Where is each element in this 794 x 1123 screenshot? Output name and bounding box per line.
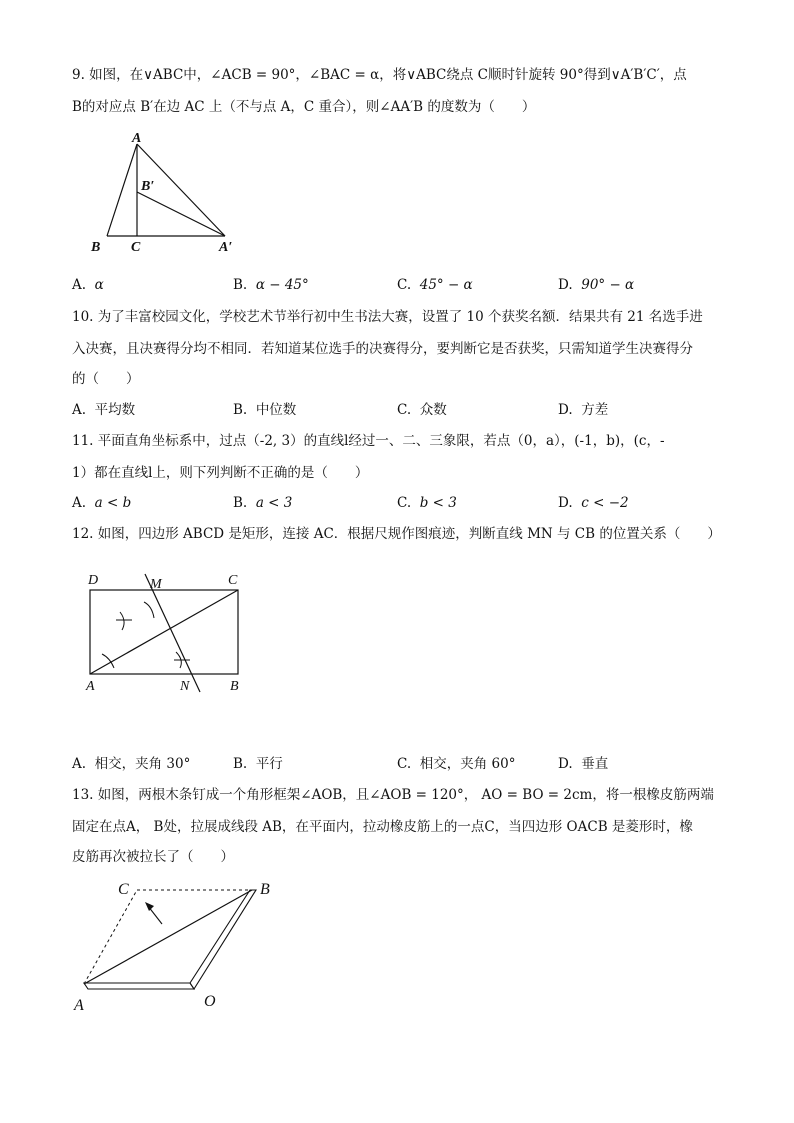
q13-label-O: O	[204, 993, 216, 1010]
q12-label-D: D	[88, 573, 99, 588]
q9-stem-line2: B的对应点 B′在边 AC 上（不与点 A，C 重合），则∠AA′B 的度数为（ ）	[72, 99, 536, 115]
q9-segment-AB	[107, 144, 137, 236]
q11-option-a[interactable]: A. a < b	[72, 495, 132, 511]
q12-option-a[interactable]: A. 相交，夹角 30°	[72, 756, 191, 772]
q9-figure	[85, 130, 245, 255]
q12-option-c[interactable]: C. 相交，夹角 60°	[397, 756, 516, 772]
q13-stem-line2: 固定在点A， B处，拉展成线段 AB，在平面内，拉动橡皮筋上的一点C，当四边形 OACB 是菱形时，橡	[72, 819, 693, 835]
q13-strip-OB	[190, 890, 256, 989]
q12-arc-mark-2	[144, 602, 154, 618]
q10-option-c[interactable]: C. 众数	[397, 402, 447, 418]
q10-option-a[interactable]: A. 平均数	[72, 402, 136, 418]
q9-label-C: C	[131, 240, 141, 255]
q10-option-d[interactable]: D. 方差	[558, 402, 609, 418]
q9-option-d[interactable]: D. 90° − α	[558, 277, 635, 293]
q12-label-B: B	[230, 679, 239, 694]
q9-option-a[interactable]: A. α	[72, 277, 104, 293]
q12-label-A: A	[86, 679, 95, 694]
q10-stem-line2: 入决赛，且决赛得分均不相同．若知道某位选手的决赛得分，要判断它是否获奖，只需知道学生决赛得分	[72, 341, 693, 357]
q13-figure	[70, 876, 290, 1016]
q13-stem-line1: 13. 如图，两根木条钉成一个角形框架∠AOB，且∠AOB = 120°， AO = BO = 2cm，将一根橡皮筋两端	[72, 787, 714, 803]
q12-option-d[interactable]: D. 垂直	[558, 756, 609, 772]
q9-label-B: B	[91, 240, 101, 255]
q12-label-N: N	[180, 679, 190, 694]
q13-label-A: A	[74, 997, 84, 1014]
q11-option-b[interactable]: B. a < 3	[233, 495, 293, 511]
q12-figure	[80, 568, 250, 700]
q12-diagonal-AC	[90, 590, 238, 674]
q13-dashed-AC	[84, 890, 137, 984]
q9-option-c[interactable]: C. 45° − α	[397, 277, 473, 293]
q9-label-A: A	[132, 131, 142, 146]
q10-stem-line3: 的（ ）	[72, 371, 140, 387]
q13-strip-AO	[84, 983, 194, 989]
q13-stem-line3: 皮筋再次被拉长了（ ）	[72, 849, 234, 865]
q12-label-C: C	[228, 573, 238, 588]
q9-label-Bprime: B′	[141, 179, 155, 194]
q9-label-Aprime: A′	[219, 240, 233, 255]
q11-stem-line2: 1）都在直线l上，则下列判断不正确的是（ ）	[72, 465, 369, 481]
q9-stem-line1: 9. 如图，在∨ABC中，∠ACB = 90°，∠BAC = α，将∨ABC绕点 C顺时针旋转 90°得到∨A′B′C′，点	[72, 67, 687, 83]
q13-arrow-head	[145, 902, 154, 911]
q13-label-C: C	[118, 881, 129, 898]
q12-option-b[interactable]: B. 平行	[233, 756, 283, 772]
q11-option-c[interactable]: C. b < 3	[397, 495, 457, 511]
q11-option-d[interactable]: D. c < −2	[558, 495, 629, 511]
q10-option-b[interactable]: B. 中位数	[233, 402, 297, 418]
q9-option-b[interactable]: B. α − 45°	[233, 277, 309, 293]
q12-arc-mark-1	[116, 612, 132, 630]
q12-stem-line1: 12. 如图，四边形 ABCD 是矩形，连接 AC．根据尺规作图痕迹，判断直线 MN 与 CB 的位置关系（ ）	[72, 526, 721, 542]
q13-label-B: B	[260, 881, 270, 898]
q12-label-M: M	[150, 577, 162, 592]
q9-segment-BprimeAprime	[137, 192, 225, 236]
q10-stem-line1: 10. 为了丰富校园文化，学校艺术节举行初中生书法大赛，设置了 10 个获奖名额．结果共有 21 名选手进	[72, 309, 703, 325]
q11-stem-line1: 11. 平面直角坐标系中，过点（-2, 3）的直线l经过一、二、三象限，若点（0，a），(-1，b)，(c，-	[72, 433, 665, 449]
